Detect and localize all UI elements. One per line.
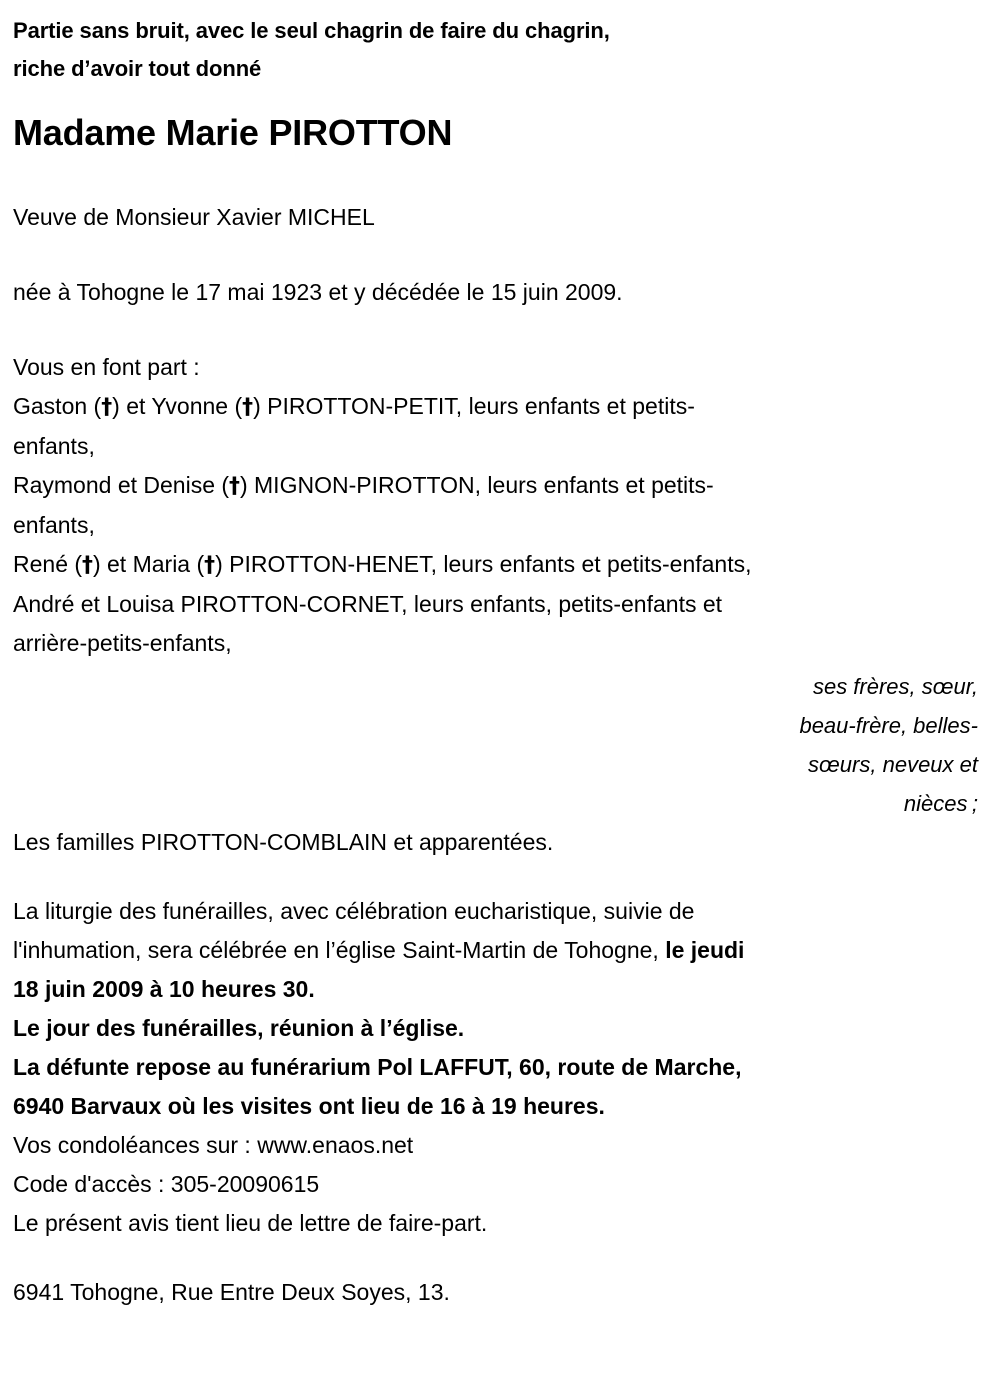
liturgy-line-2 xyxy=(13,931,986,970)
relatives-line: ses frères, sœur, xyxy=(812,674,978,699)
funerarium-line-1: La défunte repose au funérarium Pol LAFFUT, 60, route de Marche, xyxy=(13,1054,742,1080)
condolences-website-line: Vos condoléances sur : www.enaos.net xyxy=(13,1132,414,1158)
relatives-line: sœurs, neveux et xyxy=(808,752,978,777)
spouse-line: Veuve de Monsieur Xavier MICHEL xyxy=(13,204,375,230)
access-code-line: Code d'accès : 305-20090615 xyxy=(13,1171,320,1197)
announcement-intro: Vous en font part : xyxy=(13,354,200,380)
families-line: Les familles PIROTTON-COMBLAIN et apparentées. xyxy=(13,829,554,855)
relatives-line: beau-frère, belles- xyxy=(799,713,978,738)
cross-dagger-icon: † xyxy=(82,553,93,578)
address-line: 6941 Tohogne, Rue Entre Deux Soyes, 13. xyxy=(13,1279,450,1305)
family-line xyxy=(13,427,986,466)
family-text: ) et Yvonne ( xyxy=(112,393,243,419)
family-text: René ( xyxy=(13,551,83,577)
liturgy-line-2-normal: l'inhumation, sera célébrée en l’église Saint-Martin de Tohogne, xyxy=(13,937,666,963)
family-text: André et Louisa PIROTTON-CORNET, leurs enfants, petits-enfants et xyxy=(13,591,723,617)
birth-death-line: née à Tohogne le 17 mai 1923 et y décédée le 15 juin 2009. xyxy=(13,279,623,305)
legal-notice-line: Le présent avis tient lieu de lettre de faire-part. xyxy=(13,1210,488,1236)
family-text: ) MIGNON-PIROTTON, leurs enfants et petits- xyxy=(239,472,714,498)
family-line xyxy=(13,585,986,624)
cross-dagger-icon: † xyxy=(204,553,216,578)
family-text: ) et Maria ( xyxy=(92,551,205,577)
relatives-line: nièces ; xyxy=(903,791,978,816)
family-text: ) PIROTTON-PETIT, leurs enfants et petits- xyxy=(253,393,695,419)
epitaph-line-1: Partie sans bruit, avec le seul chagrin de faire du chagrin, xyxy=(13,18,610,43)
epitaph-verse xyxy=(13,12,986,88)
deceased-name: Madame Marie PIROTTON xyxy=(13,112,453,153)
family-list xyxy=(13,387,986,663)
reunion-line: Le jour des funérailles, réunion à l’église. xyxy=(13,1015,465,1041)
ceremony-block xyxy=(13,892,986,1243)
family-text: ) PIROTTON-HENET, leurs enfants et petits-enfants, xyxy=(215,551,752,577)
family-line xyxy=(13,506,986,545)
liturgy-date-time: 18 juin 2009 à 10 heures 30. xyxy=(13,976,315,1002)
family-line xyxy=(13,387,986,427)
relatives-italic-block xyxy=(13,667,986,823)
family-line xyxy=(13,624,986,663)
epitaph-line-2: riche d’avoir tout donné xyxy=(13,56,262,81)
cross-dagger-icon: † xyxy=(229,474,240,499)
family-line xyxy=(13,466,986,506)
family-text: Gaston ( xyxy=(13,393,102,419)
cross-dagger-icon: † xyxy=(242,395,254,420)
family-text: enfants, xyxy=(13,512,95,538)
liturgy-line-2-emphasis: le jeudi xyxy=(665,937,745,963)
cross-dagger-icon: † xyxy=(101,395,113,420)
family-text: enfants, xyxy=(13,433,95,459)
family-line xyxy=(13,545,986,585)
family-text: Raymond et Denise ( xyxy=(13,472,230,498)
funerarium-line-2: 6940 Barvaux où les visites ont lieu de 16 à 19 heures. xyxy=(13,1093,605,1119)
family-text: arrière-petits-enfants, xyxy=(13,630,232,656)
liturgy-line-1: La liturgie des funérailles, avec célébration eucharistique, suivie de xyxy=(13,898,695,924)
